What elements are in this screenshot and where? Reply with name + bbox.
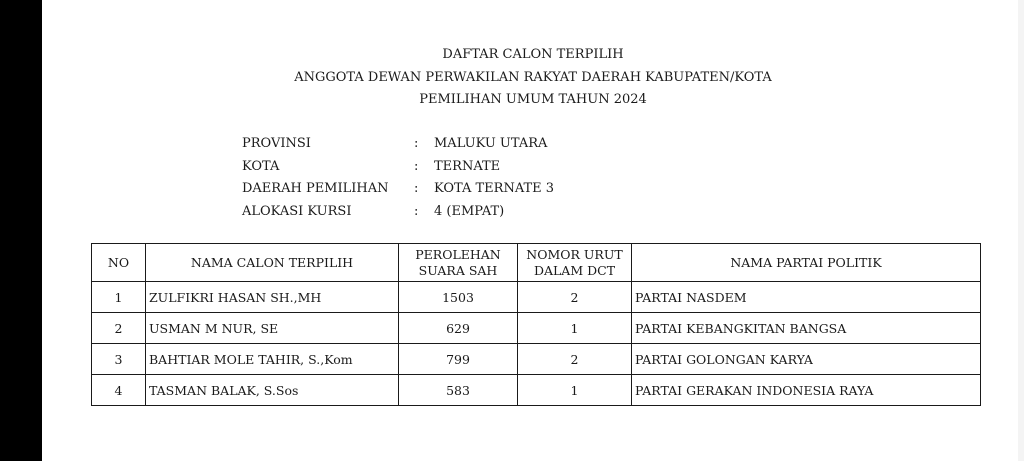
cell-name: ZULFIKRI HASAN SH.,MH xyxy=(146,282,399,313)
table-row xyxy=(92,282,981,313)
header-no: NO xyxy=(92,244,146,282)
cell-no: 4 xyxy=(92,375,146,406)
kota-value: TERNATE xyxy=(434,159,501,174)
table-row xyxy=(92,313,981,344)
cell-party: PARTAI GOLONGAN KARYA xyxy=(632,344,981,375)
colon: : xyxy=(414,159,419,174)
kursi-label: ALOKASI KURSI xyxy=(242,204,352,219)
header-order-line2: DALAM DCT xyxy=(533,262,616,278)
table-row xyxy=(92,375,981,406)
cell-party: PARTAI KEBANGKITAN BANGSA xyxy=(632,313,981,344)
dapil-label: DAERAH PEMILIHAN xyxy=(242,181,389,196)
cell-no: 1 xyxy=(92,282,146,313)
cell-order: 1 xyxy=(518,375,632,406)
cell-no: 2 xyxy=(92,313,146,344)
cell-name: TASMAN BALAK, S.Sos xyxy=(146,375,399,406)
cell-name: USMAN M NUR, SE xyxy=(146,313,399,344)
cell-order: 2 xyxy=(518,344,632,375)
header-votes xyxy=(399,244,518,282)
cell-party: PARTAI GERAKAN INDONESIA RAYA xyxy=(632,375,981,406)
cell-votes: 1503 xyxy=(399,282,518,313)
colon: : xyxy=(414,204,419,219)
table-header-row xyxy=(92,244,981,282)
header-name: NAMA CALON TERPILIH xyxy=(146,244,399,282)
elected-candidates-table xyxy=(91,243,981,406)
colon: : xyxy=(414,136,419,151)
header-party: NAMA PARTAI POLITIK xyxy=(632,244,981,282)
header-order-line1: NOMOR URUT xyxy=(526,246,623,262)
cell-votes: 629 xyxy=(399,313,518,344)
cell-no: 3 xyxy=(92,344,146,375)
cell-order: 1 xyxy=(518,313,632,344)
cell-votes: 583 xyxy=(399,375,518,406)
cell-order: 2 xyxy=(518,282,632,313)
header-votes-line1: PEROLEHAN xyxy=(415,246,501,262)
header-order xyxy=(518,244,632,282)
provinsi-value: MALUKU UTARA xyxy=(434,136,548,151)
kota-label: KOTA xyxy=(242,159,280,174)
provinsi-label: PROVINSI xyxy=(242,136,311,151)
cell-party: PARTAI NASDEM xyxy=(632,282,981,313)
doc-subtitle: ANGGOTA DEWAN PERWAKILAN RAKYAT DAERAH KABUPATEN/KOTA xyxy=(294,70,772,85)
kursi-value: 4 (EMPAT) xyxy=(434,204,505,219)
doc-title: DAFTAR CALON TERPILIH xyxy=(442,47,624,62)
colon: : xyxy=(414,181,419,196)
header-votes-line2: SUARA SAH xyxy=(418,262,498,278)
dapil-value: KOTA TERNATE 3 xyxy=(434,181,555,196)
left-black-border xyxy=(0,0,42,461)
doc-election-year: PEMILIHAN UMUM TAHUN 2024 xyxy=(419,92,647,107)
cell-name: BAHTIAR MOLE TAHIR, S.,Kom xyxy=(146,344,399,375)
cell-votes: 799 xyxy=(399,344,518,375)
table-row xyxy=(92,344,981,375)
